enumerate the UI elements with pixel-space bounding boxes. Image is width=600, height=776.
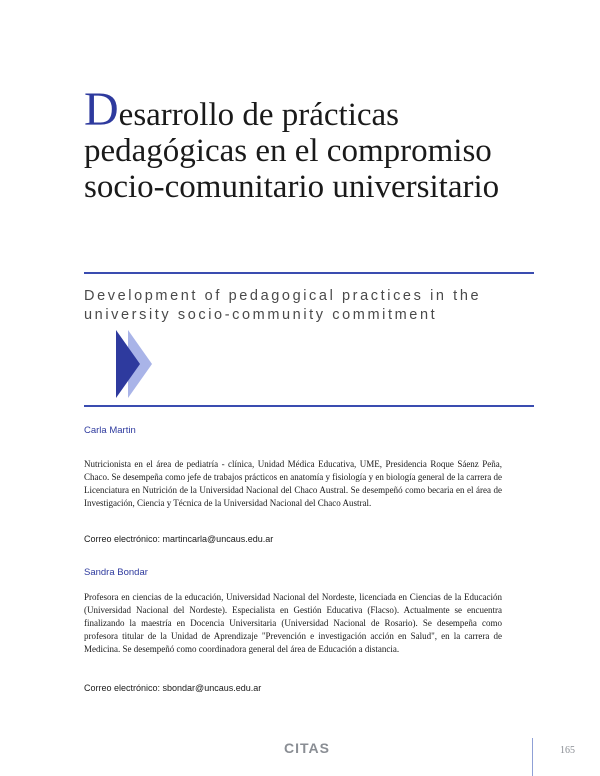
author-email: Correo electrónico: sbondar@uncaus.edu.ar [84,683,262,693]
footer-divider [532,738,533,776]
author-name: Sandra Bondar [84,567,148,578]
author-bio: Nutricionista en el área de pediatría - clínica, Unidad Médica Educativa, UME, Presidencia Roque Sáenz Peña, Chaco. Se desempeña como jefe de trabajos prácticos en anatomía y fisiología y en biología general de la carrera de Licenciatura en Nutrición de la Universidad Nacional del Chaco Austral. Se desempeñó como becaria en el área de Investigación, Ciencia y Técnica de la Universidad Nacional del Chaco Austral. [84,459,502,508]
title-dropcap: D [84,83,119,136]
article-subtitle: Development of pedagogical practices in the university socio-community commitment [84,288,482,323]
journal-logo: CITAS [284,740,330,756]
bottom-divider [84,405,534,407]
author-email: Correo electrónico: martincarla@uncaus.edu.ar [84,534,274,544]
page-number: 165 [560,745,575,756]
double-chevron-right-icon [116,330,152,398]
top-divider [84,272,534,274]
title-text: esarrollo de prácticas pedagógicas en el compromiso socio-comunitario universitario [84,97,500,205]
article-title [84,83,544,205]
author-bio: Profesora en ciencias de la educación, Universidad Nacional del Nordeste, licenciada en Ciencias de la Educación (Universidad Nacional del Nordeste). Especialista en Gestión Educativa (Flacso). Actualmente se encuentra finalizando la maestría en Docencia Universitaria (Universidad Nacional de Rosario). Se desempeña como profesora titular de la Unidad de Aprendizaje "Prevención e investigación acción en Salud", en la carrera de Medicina. Se desempeñó como coordinadora general del área de Educación a distancia. [84,592,502,654]
author-name: Carla Martin [84,425,136,436]
